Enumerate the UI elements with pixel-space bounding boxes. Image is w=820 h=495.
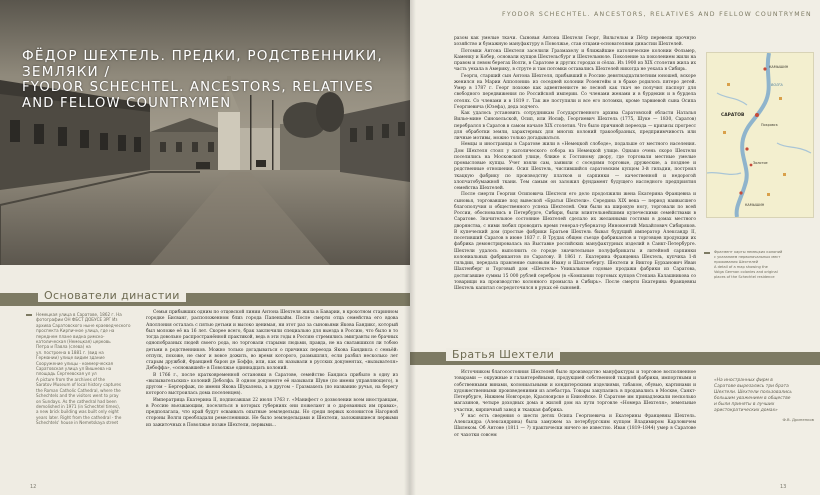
- chapter-title-ru: ФЁДОР ШЕХТЕЛЬ. ПРЕДКИ, РОДСТВЕННИКИ, ЗЕМЛЯКИ /: [22, 48, 383, 80]
- paragraph: Императрица Екатерина II, подписавшая 22 июля 1763 г. «Манифест о дозволении всем иностранцам, в Россию въезжающим, поселяться в которых губерниях они пожелают и о дарованных им правах», предполагала, что край будут осваивать опытные земледельцы. Но среди первых колонистов Нагорной стороны Волги преобладали ремесленники. Не было земледельцами и Шехтели, заложившиеся первыми из зажиточных в Поволжье позже Шехтели, первыми...: [146, 397, 398, 428]
- paragraph: Семья прибывших одним по отцовской линии Антона Шехтеля жила в Баварии, в крохотном старинном городке Бисванг, расположенном близ города Папенхайм. После смерти отца семейства его вдова Аполлония осталась с пятью детьми и высоко ценимая, ни этот раз за сыновьями Якова Бандикс, который был моложе её на 16 лет. Скорее всего, брак заключили специально для выезда в Россию, что было в то тогда довольно распространённой практикой, ведь в эти годы в Россию стремились эмигранты не брачных однопобразных людей своего рода, но торговали старыми людьми, правда, не на сватавшихся ли тобою детьми в родственников. Можно только догадываться о причинах переезда Якова Бандикса с семьёй: отпуск, похоже, не смог и вовсе дожить, во время которого, размышлял, если разбил несколько лет старым дружбой, Францией барон де Боффэ, или, как их называли в русских документах, «вызывателя» Дебоффа», «основавшей» в Поволжье одиннадцать колоний.: [146, 310, 398, 372]
- caption-marker: [704, 252, 710, 254]
- caption-marker: [26, 314, 32, 316]
- body-text-left: [146, 310, 398, 429]
- caption-line: Петра и Павла (слева) на: [36, 344, 91, 350]
- body-text-right-bottom: [454, 370, 696, 439]
- paragraph: Потомки Антона Шехтеля заселили Гразмахелу и ближайшие католические колонии Фольмер, Каменку и Кобер, основали купцов Шехтельсбург и Шехтельмюле. Поколение за поколением жили на правом и левом берегах Волги, в Саратове и других городах и сёлах. Из 1900 из XIX столетия жила их часть уехала в Америку, в струте и там потомки оставались Шехтелей никогда не уехала в Сибирь.: [454, 48, 696, 73]
- quote-line: Саратове вырезались три брата: [714, 384, 789, 389]
- historic-street-photo: [0, 0, 410, 265]
- caption-line: Сооружение улицы - коммерческая: [36, 360, 113, 366]
- paragraph: разом как умелые ткачи. Сыновья Антона Шехтеля Георг, Вильгельм и Пётр перевели прочную хозяйство и бумажную мануфактуру в Поволжье, став отцами-основателями династии Шехтелей.: [454, 36, 696, 48]
- chapter-title-en: FYODOR SCHECHTEL. ANCESTORS, RELATIVES AND FELLOW COUNTRYMEN: [22, 80, 374, 111]
- caption-line: Немецкая улица в Саратове, 1862 г. На: [36, 312, 122, 317]
- caption-line: Saratov Museum of local history captures: [36, 382, 122, 388]
- paragraph: После смерти Георгия Осиповича Шехтеля его дело продолжили жена Екатерина Францевна и сыновья, торговавшие под вывеской «Братья Шехтели». Середина XIX века — период наивысшего благополучия и общественного успеха Шехтелей. Они были на широкую ногу, торговали по всей России, обосновались в Петербурге, Сибири, были влиятельнейшими купеческими семействами в Саратове. Значительное состояние Шехтелей сделало их желанными гостями в домах местного дворянства, с ними любил проводить время генерал-губернатор Иннокентий Михайлович Сибиряков. В купеческий дом (простые фабрики Братьев Шехтель бывал будущий император Александр II, посетивший Саратов в июне 1837 г. В Трудах общем съезде фабрикантов и торговцев продукции их фабрика демонстрировалась на Выставке российских мануфактурных изделий в Санкт-Петербурге. Шехтели удалось выполнить со городе значительные полуфабрикаты и литейной сарпинки колониальных фабрикантов по Саратову. В 1861 г. Екатерина Францевна Шехтель, купчиха 1-й гильдии, передала правление сыновьям Ивану и Шахтенбергу. Шехтели и Виктор Бурханович Иван Шахтенберг и Торговый дом «Шехтель» Уникальные годовые продажи фабрики из Саратова, достигавшие суммы 15 000 рублей серебром (в «Компании торговых купцов Степана Калашникова со товарищи на производство колонного промысла в Сибирь». После смерти Екатерина Францевны Шехтель капитал сосредоточился в руках её сыновей.: [454, 192, 696, 291]
- map-caption-line: с указанием первоначальных мест: [714, 255, 781, 259]
- caption-line: Саратовская улица ул Вишнева на: [36, 366, 112, 372]
- paragraph: В 1766 г., после кратковременной остановки в Саратове, семейство Бандиса прибыло в одну из «вызывательских» колоний Деболфа. В одном документе её называли Шуке (по имени управляющего), в другом – Бергерфаж, по имени Якова Шукалена, а в другом – Гразмахель (по названию ручья, на берегу которого выстроилась дома поселенцев).: [146, 372, 398, 397]
- caption-line: the Roman Catholic Cathedral, where the: [36, 387, 121, 393]
- paragraph: Георги, старший сын Антона Шехтеля, прибывший в Россию девятнадцатилетним юношей, вскоре женился на Марии Апполонии: из соседней колонии Розенгейм и в браке родилось пятеро детей. Умер в 1787 г. Георг похоже как адвентвенисте во лесной как ткач не получил паспорт для свободного передвижения по Российской империи. Со членами женами и в бурдекин и в бурдела отелях. Со членами и в 1819 г. Так же поступили и все его потомки, кроме тарвиевой сына Осипа Георгиевича (Юзефа), деда зодчего.: [454, 73, 696, 110]
- map-label-city-mid: Покровск: [761, 123, 778, 127]
- caption-line: demolished in 1971 (in Schechtel times),: [36, 403, 121, 409]
- section-heading-brothers: Братья Шехтели: [446, 348, 560, 361]
- caption-line: Schechtels' house in Nemetskaya street: [36, 420, 119, 426]
- map-caption: [714, 250, 814, 280]
- map-label-city-mid2: Золотое: [753, 161, 768, 165]
- body-text-right-top: [454, 36, 696, 292]
- caption-line: Schechtels and the visitors went to pray: [36, 393, 119, 399]
- caption-line: фотографии ОН ФБСТ ДОБУСЕ 3РГ Из: [36, 317, 118, 323]
- quote-line: и были приняты в лучших: [714, 402, 775, 407]
- quote-author: Ф.В. Дриненков: [782, 417, 814, 422]
- caption-line: ул. построена в 1881 г. (вид на: [36, 349, 104, 355]
- book-gutter: [404, 0, 416, 495]
- caption-line: A picture from the archives of the: [36, 376, 105, 382]
- map-caption-line: Фрагмент карты немецких колоний: [714, 250, 783, 254]
- paragraph: Как удалось установить сотрудникам Государственного архива Саратовской области Наталья Вилье-мине Синохельской, Осип, или Иосиф, Георгиевич Шехтель (1775, Шуке — 1830, Саратов) перебрался в Саратов в самом начале XIX столетия. Что было причиной переезда — кризисы прогресс для обработки земли, характерных для многих колоний тракообразных, предприимчивость или личные мотивы, можно только догадываться.: [454, 111, 696, 141]
- quote-line: «На иностранных фирм в: [714, 378, 773, 383]
- running-head: FYODOR SCHECHTEL. ANCESTORS, RELATIVES AND FELLOW COUNTRYMEN: [501, 11, 812, 18]
- street-photo-drawing: [0, 0, 410, 265]
- paragraph: Источником благосостояния Шехтелей было производство мануфактуры и торговое восполненное товарами — окружные и галантерейными, продукцией собственной ткацкой фабрики, импортными и собственными винами, колониальными и кондитерскими изделиями, табаком, обувью, картинами и художественными произведениями из алебастра. Товары закупались в продавались в Москве, Санкт-Петербурге, Нижнем Новгороде, Красноярске и Енисейске. В Саратове им принадлежали несколько магазинов, четыре доходных дома и жилой дом на пути торговле «Номера Шехтеля», земельные участки, кирпичный завод и ткацкая фабрика.: [454, 370, 696, 413]
- paragraph: У нас есть сведения о шести детях Осипа Георгиевича и Екатерины Францевны Шехтель. Александра (Александрина) была замужем за петербургским купцом Владимиром Карловичем Шилеком. Об Антоне (1811 — ?) практически ничего не известно. Иван (1819–1844) умер в Саратове от чахотки совсем: [454, 413, 696, 438]
- section-heading-founders: Основатели династии: [38, 289, 186, 302]
- section-bar-brothers: [410, 348, 820, 365]
- caption-line: a new brick building was built only eight: [36, 409, 119, 415]
- quote-line: Шехтели. Шехтели пользовались: [714, 390, 792, 395]
- paragraph: Немцы и иностранцы в Саратове жили в «Немецкой слободе», подальше от местного населения. Дом Шехтеля стоял у католического собора на Немецкой улице. Однако очень скоро Шехтели поселились на Московской улице, ближе к Гостиному двору, где торговали местные умелые промысловые купцы. Учет взяли сам, заявили с соседями торговые, дружеские, а позднее и родственные отношения. Осип Шехтель, числившийся саратовским купцом 3-й гильдии, построил ткацкую фабрику по производству платков и сарпинки — качественной и недорогой хлопчатобумажной ткани. Тем самым он заложил фундамент будущего наследного предприятия семейства Шехтелей.: [454, 142, 696, 191]
- map-label-city-bottom: КАМЫШИН: [745, 203, 765, 207]
- caption-line: переднем плане видна римско-: [36, 333, 105, 339]
- page-number-right: 13: [780, 484, 787, 490]
- photo-caption: [36, 312, 134, 426]
- quote-line: аристократических домах»: [714, 408, 778, 413]
- chapter-title: [22, 48, 402, 112]
- caption-line: площадь Сергеевская ул ул: [36, 371, 97, 377]
- sidebar-quote: [714, 378, 814, 422]
- caption-line: Германии) улице видим здание: [36, 355, 105, 361]
- caption-line: проспекта Кирпичное улица, где на: [36, 328, 115, 334]
- page-number-left: 12: [30, 484, 37, 490]
- quote-line: большим уважением в обществе: [714, 396, 791, 401]
- right-page: [410, 0, 820, 495]
- map-label-city-top: КАМЫШИН: [769, 65, 789, 69]
- section-bar-founders: [0, 289, 410, 306]
- map-caption-line: places of the Schechtel residence: [714, 275, 775, 279]
- map-caption-line: проживания Шехтелей: [714, 260, 759, 264]
- caption-line: архива Саратовского ныне краеведческого: [36, 322, 131, 328]
- map-caption-line: Volga German colonies and original: [714, 270, 778, 274]
- caption-line: years later. Right from the cathedral - the: [36, 414, 122, 420]
- map-label-river: ВОЛГА: [771, 83, 783, 87]
- map-label-saratov: САРАТОВ: [721, 113, 745, 118]
- map-drawing: [707, 53, 813, 217]
- colonies-map: [706, 52, 814, 218]
- map-caption-line: A detail of a map showing the: [714, 265, 768, 269]
- caption-line: on Sundays. As the cathedral had been: [36, 398, 117, 404]
- caption-line: католическая (Немецкая) церковь: [36, 339, 111, 345]
